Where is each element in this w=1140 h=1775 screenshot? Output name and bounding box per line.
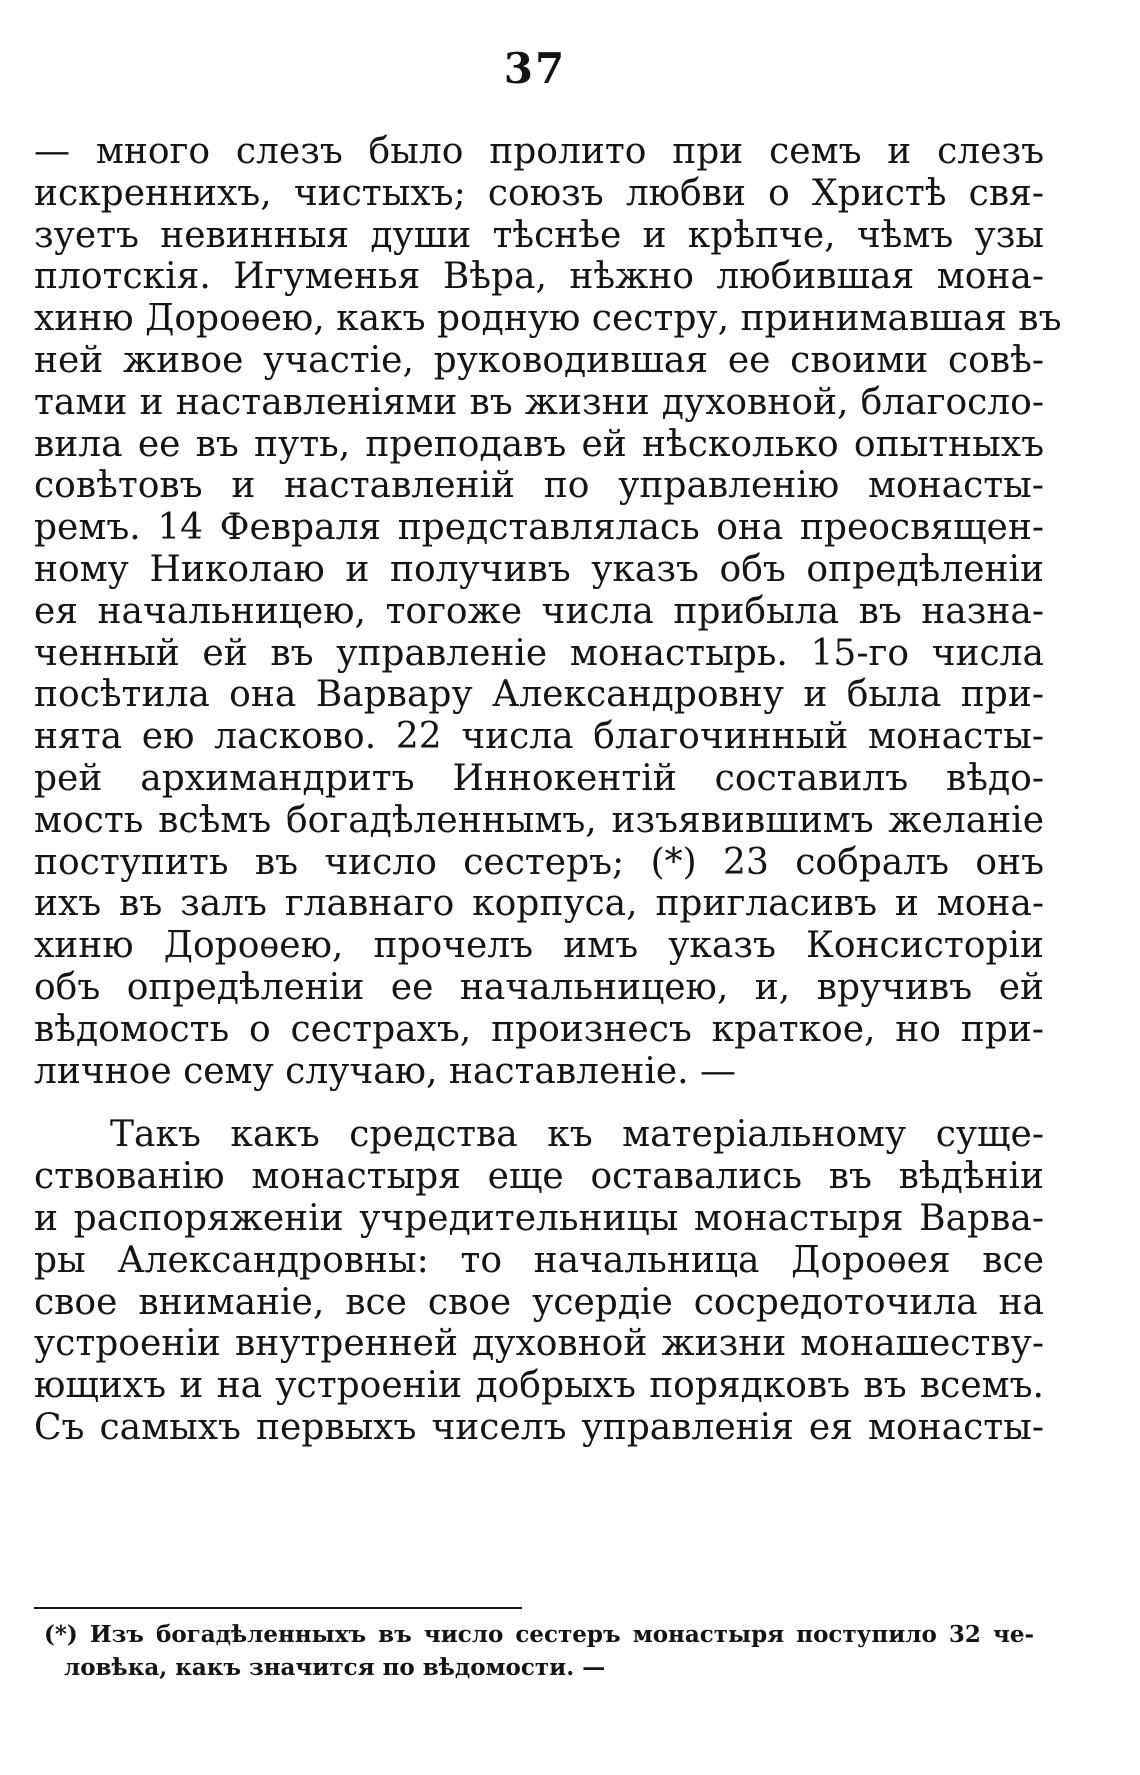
text-line: мость всѣмъ богадѣленнымъ, изъявившимъ желаніе bbox=[34, 799, 1044, 841]
text-line: искреннихъ, чистыхъ; союзъ любви о Христѣ свя- bbox=[34, 172, 1044, 214]
text-line: ихъ въ залъ главнаго корпуса, пригласивъ и мона- bbox=[34, 883, 1044, 925]
text-line: Съ самыхъ первыхъ чиселъ управленія ея монасты- bbox=[34, 1406, 1044, 1448]
text-line: объ опредѣленіи ее начальницею, и, вручивъ ей bbox=[34, 966, 1044, 1008]
text-line: совѣтовъ и наставленій по управленію монасты- bbox=[34, 465, 1044, 507]
footnote bbox=[44, 1618, 1034, 1684]
text-line: ствованію монастыря еще оставались въ вѣдѣніи bbox=[34, 1156, 1044, 1198]
text-line: поступить въ число сестеръ; (*) 23 собралъ онъ bbox=[34, 841, 1044, 883]
text-line: — много слезъ было пролито при семъ и слезъ bbox=[34, 131, 1044, 172]
text-line: тами и наставленіями въ жизни духовной, благосло- bbox=[34, 381, 1044, 423]
text-line: вѣдомость о сестрахъ, произнесъ краткое, но при- bbox=[34, 1008, 1044, 1050]
main-text bbox=[34, 131, 1062, 1449]
text-line: ней живое участіе, руководившая ее своими совѣ- bbox=[34, 339, 1044, 381]
text-line: вила ее въ путь, преподавъ ей нѣсколько опытныхъ bbox=[34, 423, 1044, 465]
text-line: хиню Дороѳею, прочелъ имъ указъ Консисторіи bbox=[34, 925, 1044, 967]
paragraph-gap bbox=[34, 1092, 1044, 1114]
text-line: ремъ. 14 Февраля представлялась она преосвящен- bbox=[34, 507, 1044, 549]
paragraph-first-line: Такъ какъ средства къ матеріальному суще- bbox=[110, 1114, 1044, 1156]
text-line: плотскія. Игуменья Вѣра, нѣжно любившая мона- bbox=[34, 256, 1044, 298]
footnote-line: (*) Изъ богадѣленныхъ въ число сестеръ монастыря поступило 32 че- bbox=[44, 1621, 1034, 1648]
text-line: ному Николаю и получивъ указъ объ опредѣленіи bbox=[34, 548, 1044, 590]
text-line: рей архимандритъ Иннокентій составилъ вѣдо- bbox=[34, 757, 1044, 799]
text-line: и распоряженіи учредительницы монастыря Варва- bbox=[34, 1197, 1044, 1239]
text-line: нята ею ласково. 22 числа благочинный монасты- bbox=[34, 716, 1044, 758]
text-line: ченный ей въ управленіе монастырь. 15-го числа bbox=[34, 632, 1044, 674]
page-number: 37 bbox=[503, 44, 567, 93]
text-line: зуетъ невинныя души тѣснѣе и крѣпче, чѣмъ узы bbox=[34, 214, 1044, 256]
footnote-rule bbox=[34, 1607, 522, 1609]
text-line: хиню Дороѳею, какъ родную сестру, принимавшая въ bbox=[34, 298, 1062, 340]
text-line: ры Александровны: то начальница Дороѳея все bbox=[34, 1239, 1044, 1281]
text-line: посѣтила она Варвару Александровну и была при- bbox=[34, 674, 1044, 716]
text-line: личное сему случаю, наставленіе. — bbox=[34, 1050, 737, 1092]
text-line: ея начальницею, тогоже числа прибыла въ назна- bbox=[34, 590, 1044, 632]
text-line: свое вниманіе, все свое усердіе сосредоточила на bbox=[34, 1281, 1044, 1323]
footnote-line: ловѣка, какъ значится по вѣдомости. — bbox=[64, 1654, 606, 1681]
text-line: ющихъ и на устроеніи добрыхъ порядковъ въ всемъ. bbox=[34, 1365, 1044, 1407]
text-line: устроеніи внутренней духовной жизни монашеству- bbox=[34, 1323, 1044, 1365]
